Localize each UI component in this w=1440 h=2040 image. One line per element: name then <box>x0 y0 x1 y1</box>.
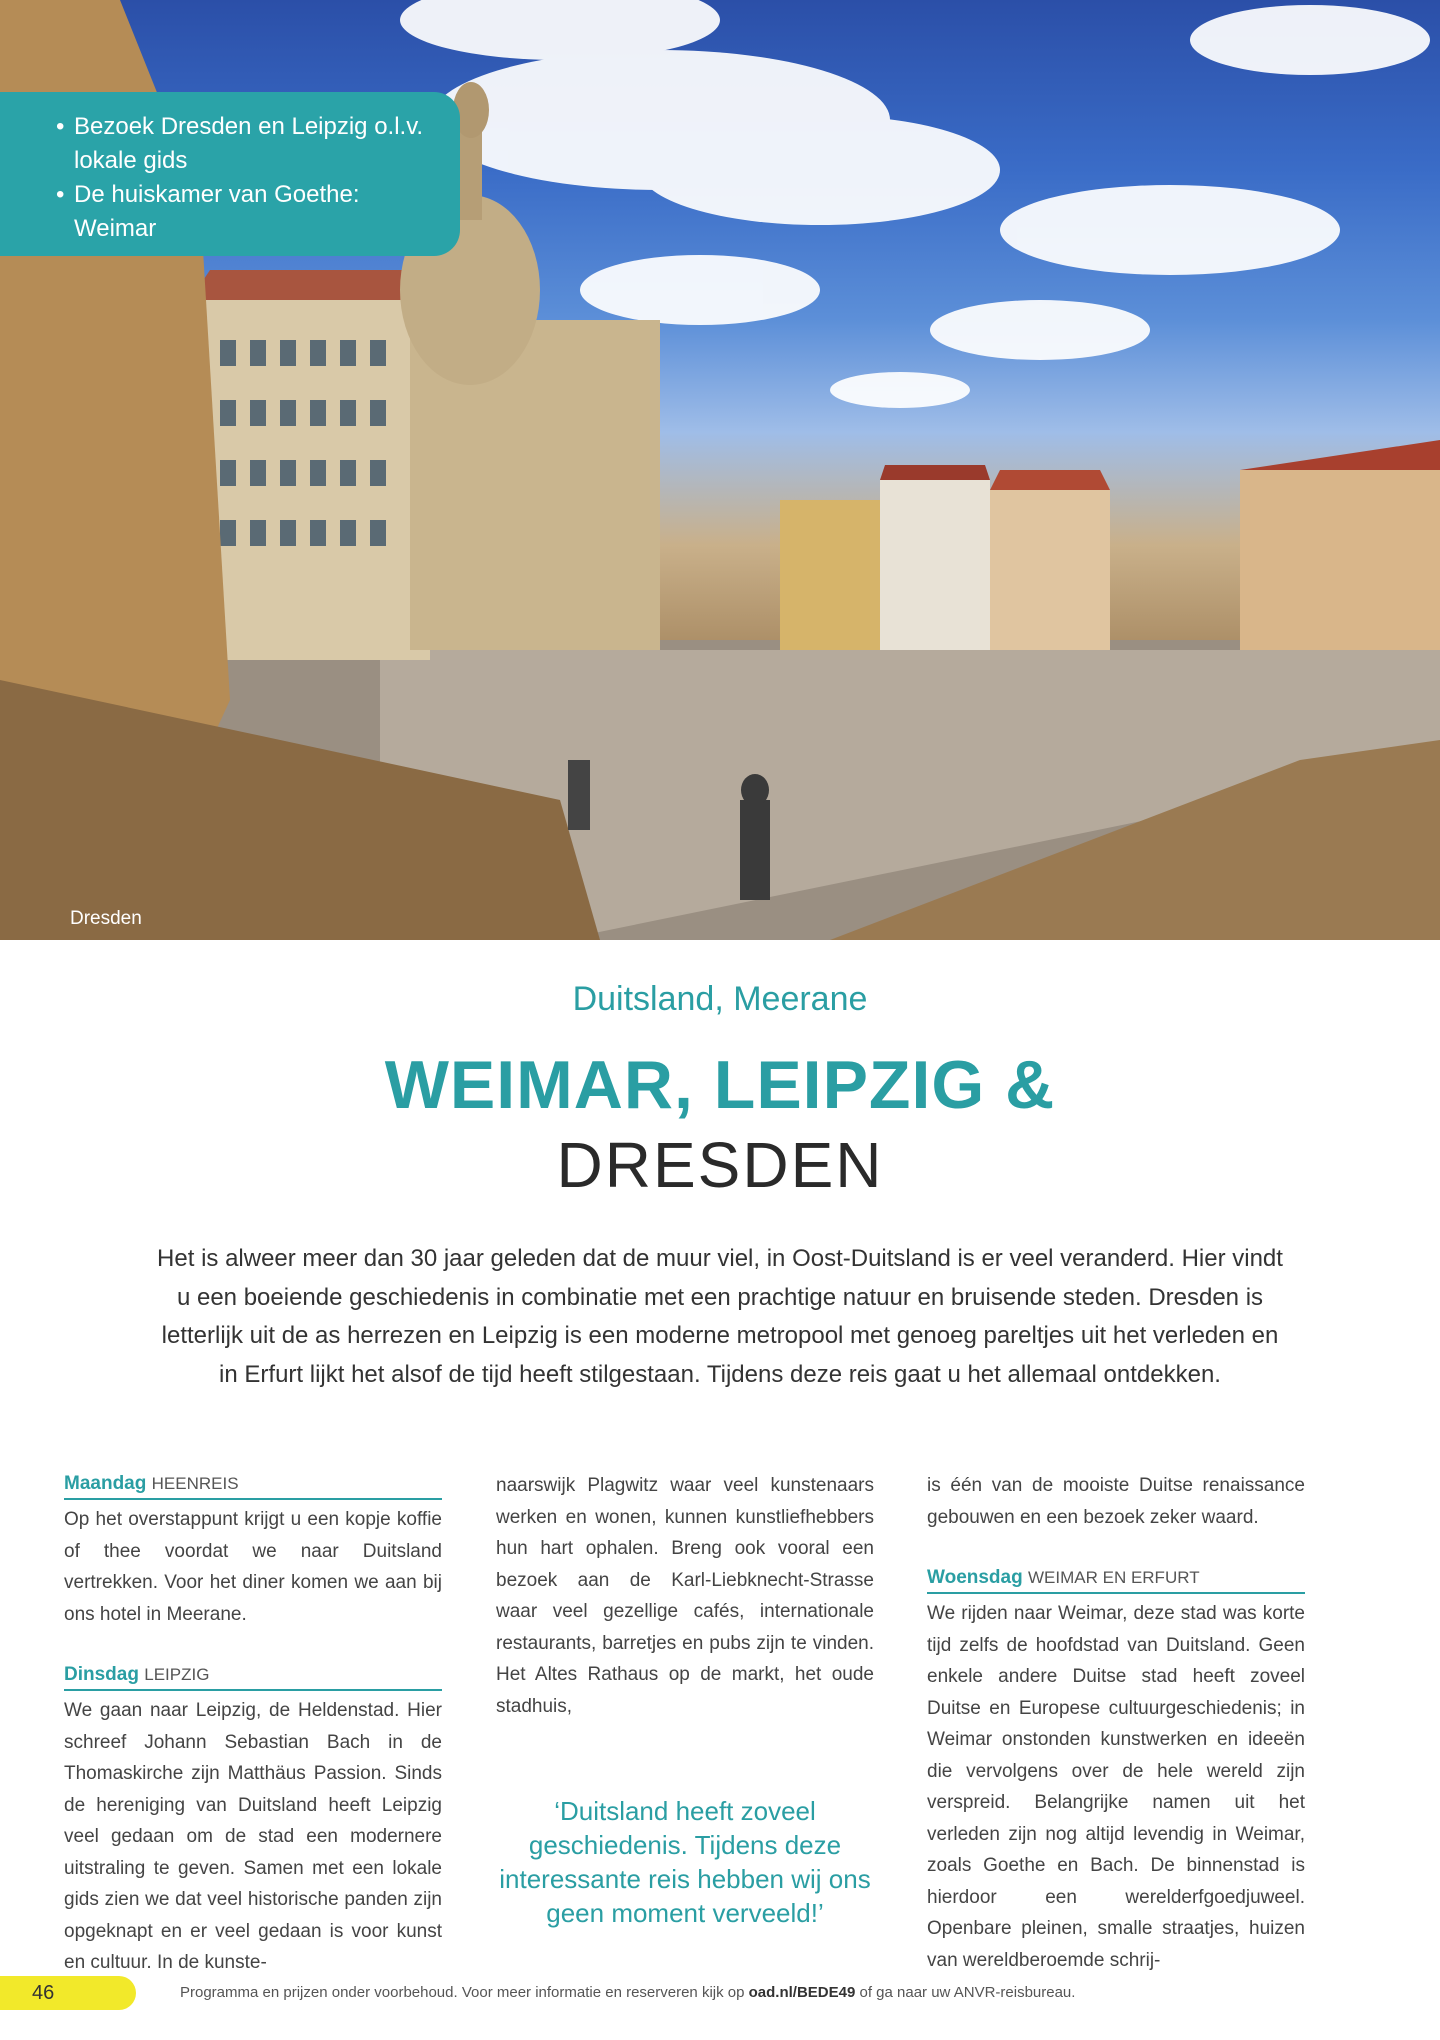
day-heading-woensdag <box>927 1564 1305 1594</box>
column-1 <box>64 1470 442 1979</box>
day-text-dinsdag-continued: naarswijk Plagwitz waar veel kunstenaars werken en wonen, kunnen kunstliefhebbers hun hart ophalen. Breng ook vooral een bezoek aan de Karl-Liebknecht-Strasse waar veel gezellige cafés, internationale restaurants, barretjes en pubs zijn te vinden. Het Altes Rathaus op de markt, het oude stadhuis, <box>496 1475 874 1717</box>
day-subtitle: HEENREIS <box>151 1474 239 1493</box>
day-text-dinsdag: We gaan naar Leipzig, de Heldenstad. Hier schreef Johann Sebastian Bach in de Thomaskirche zijn Matthäus Passion. Sinds de hereniging van Duitsland heeft Leipzig veel gedaan om de stad een modernere uitstraling te geven. Samen met een lokale gids zien we dat veel historische panden zijn opgeknapt en er veel gedaan is voor kunst en cultuur. In de kunste- <box>64 1700 442 1973</box>
day-subtitle: WEIMAR EN ERFURT <box>1028 1568 1200 1587</box>
footer-text-after: of ga naar uw ANVR-reisbureau. <box>855 1984 1076 2001</box>
day-name: Dinsdag <box>64 1664 139 1685</box>
highlights-list <box>60 110 440 246</box>
intro-paragraph: Het is alweer meer dan 30 jaar geleden dat de muur viel, in Oost-Duitsland is er veel veranderd. Hier vindt u een boeiende geschiedenis in combinatie met een prachtige natuur en bruisende steden. Dresden is letterlijk uit de as herrezen en Leipzig is een moderne metropool met genoeg pareltjes uit het verleden en in Erfurt lijkt het alsof de tijd heeft stilgestaan. Tijdens deze reis gaat u het allemaal ontdekken. <box>157 1245 1283 1388</box>
highlight-item: • Bezoek Dresden en Leipzig o.l.v. lokale gids <box>60 110 440 178</box>
pull-quote: ‘Duitsland heeft zoveel geschiedenis. Tijdens deze interessante reis hebben wij ons geen moment verveeld!’ <box>499 1796 871 1928</box>
day-name: Woensdag <box>927 1567 1023 1588</box>
day-subtitle: LEIPZIG <box>144 1665 210 1684</box>
day-heading-maandag <box>64 1470 442 1500</box>
highlights-box <box>0 92 460 256</box>
day-text-woensdag: We rijden naar Weimar, deze stad was korte tijd zelfs de hoofdstad van Duitsland. Geen enkele andere Duitse stad heeft zoveel Duitse en Europese cultuurgeschiedenis; in Weimar onstonden kunstwerken en ideeën die vervolgens over de hele wereld zijn verspreid. Belangrijke namen uit het verleden zijn nog altijd levendig in Weimar, zoals Goethe en Bach. De binnenstad is hierdoor een werelderfgoedjuweel. Openbare pleinen, smalle straatjes, huizen van wereldberoemde schrij- <box>927 1603 1305 1971</box>
day-heading-dinsdag <box>64 1661 442 1691</box>
photo-caption: Dresden <box>70 908 142 929</box>
footer-text-before: Programma en prijzen onder voorbehoud. Voor meer informatie en reserveren kijk op <box>180 1984 749 2001</box>
day-text-dinsdag-continued-2: is één van de mooiste Duitse renaissance gebouwen en een bezoek zeker waard. <box>927 1475 1305 1528</box>
day-name: Maandag <box>64 1473 147 1494</box>
page-number-badge: 46 <box>0 1976 136 2010</box>
highlight-item: • De huiskamer van Goethe: Weimar <box>60 178 440 246</box>
column-2 <box>496 1470 874 1930</box>
page-title-line1: WEIMAR, LEIPZIG & <box>384 1047 1056 1123</box>
day-text-maandag: Op het overstappunt krijgt u een kopje koffie of thee voordat we naar Duitsland vertrekken. Voor het diner komen we aan bij ons hotel in Meerane. <box>64 1509 442 1625</box>
region-subtitle: Duitsland, Meerane <box>572 980 868 1018</box>
column-3 <box>927 1470 1305 1976</box>
footer-link[interactable]: oad.nl/BEDE49 <box>748 1984 856 2001</box>
footer-disclaimer <box>180 1984 1075 2001</box>
page-title-line2: DRESDEN <box>556 1129 884 1201</box>
